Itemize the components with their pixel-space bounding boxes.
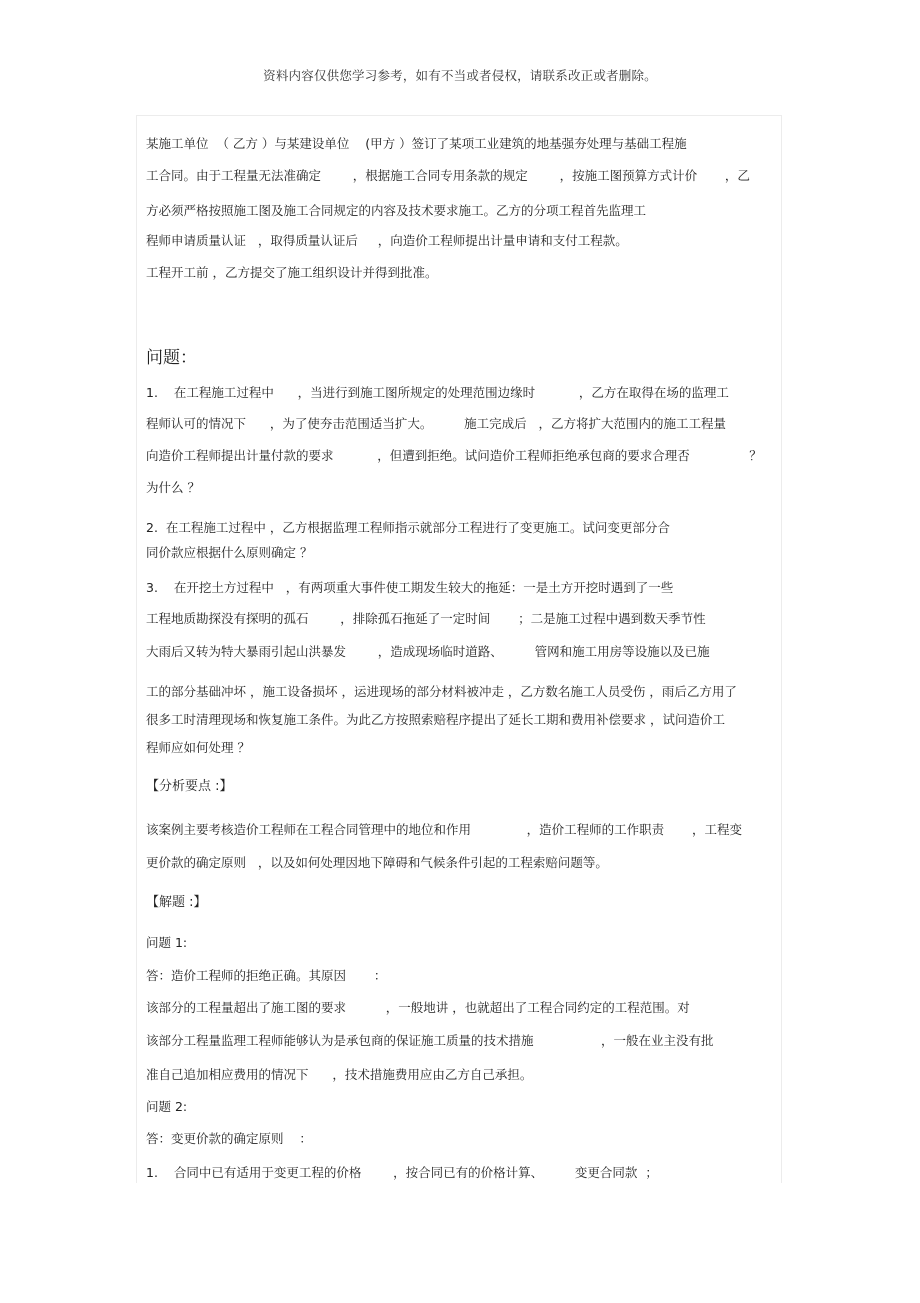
- solution-q2-answer-line: 答：变更价款的确定原则 ：: [146, 1131, 312, 1146]
- question-3-line: 3. 在开挖土方过程中 ，有两项重大事件使工期发生较大的拖延：一是土方开挖时遇到了一些: [146, 580, 674, 595]
- solution-heading: 【解题 :】: [146, 895, 207, 910]
- question-3-line: 大雨后又转为特大暴雨引起山洪暴发 ，造成现场临时道路、 管网和施工用房等设施以及已施: [146, 644, 710, 659]
- intro-line: 工程开工前 ，乙方提交了施工组织设计并得到批准。: [146, 265, 438, 280]
- question-2-line: 2. 在工程施工过程中 ，乙方根据监理工程师指示就部分工程进行了变更施工。试问变更部分合: [146, 520, 670, 535]
- solution-q1-answer-line: 准自己追加相应费用的情况下 ，技术措施费用应由乙方自己承担。: [146, 1067, 533, 1082]
- solution-q2-label: 问题 2:: [146, 1099, 188, 1114]
- solution-q1-answer-line: 该部分的工程量超出了施工图的要求 ，一般地讲 ，也就超出了工程合同约定的工程范围。对: [146, 1000, 690, 1015]
- intro-line: 某施工单位 （ 乙方 ）与某建设单位 (甲方 ）签订了某项工业建筑的地基强夯处理与基础工程施: [146, 136, 687, 151]
- analysis-line: 更价款的确定原则 ，以及如何处理因地下障碍和气候条件引起的工程索赔问题等。: [146, 855, 608, 870]
- question-3-line: 程师应如何处理 ？: [146, 740, 250, 755]
- questions-heading: 问题：: [146, 348, 197, 368]
- watermark-notice: 资料内容仅供您学习参考，如有不当或者侵权，请联系改正或者删除。: [263, 68, 657, 83]
- analysis-line: 该案例主要考核造价工程师在工程合同管理中的地位和作用 ，造价工程师的工作职责 ，工程变: [146, 822, 742, 837]
- question-3-line: 很多工时清理现场和恢复施工条件。为此乙方按照索赔程序提出了延长工期和费用补偿要求 ，试问造价工: [146, 712, 725, 727]
- analysis-heading: 【分析要点 :】: [146, 779, 233, 794]
- question-1-line: 为什么 ？: [146, 480, 200, 495]
- question-1-line: 程师认可的情况下 ，为了使夯击范围适当扩大。 施工完成后 ，乙方将扩大范围内的施工工程量: [146, 416, 727, 431]
- document-page: [136, 115, 782, 1183]
- question-1-line: 1. 在工程施工过程中 ，当进行到施工图所规定的处理范围边缘时 ，乙方在取得在场的监理工: [146, 385, 729, 400]
- solution-q1-answer-line: 该部分工程量监理工程师能够认为是承包商的保证施工质量的技术措施 ，一般在业主没有批: [146, 1033, 714, 1048]
- intro-line: 方必须严格按照施工图及施工合同规定的内容及技术要求施工。乙方的分项工程首先监理工: [146, 203, 647, 218]
- question-1-line: 向造价工程师提出计量付款的要求 ，但遭到拒绝。试问造价工程师拒绝承包商的要求合理否 ？: [146, 448, 762, 463]
- intro-line: 程师申请质量认证 ，取得质量认证后 ，向造价工程师提出计量申请和支付工程款。: [146, 233, 628, 248]
- solution-q2-answer-line: 1. 合同中已有适用于变更工程的价格 ，按合同已有的价格计算、 变更合同款 ；: [146, 1165, 658, 1180]
- solution-q1-answer-line: 答：造价工程师的拒绝正确。其原因 ：: [146, 968, 387, 983]
- solution-q1-label: 问题 1:: [146, 935, 188, 950]
- question-2-line: 同价款应根据什么原则确定 ？: [146, 545, 313, 560]
- intro-line: 工合同。由于工程量无法准确定 ，根据施工合同专用条款的规定 ，按施工图预算方式计价 ，乙: [146, 168, 750, 183]
- question-3-line: 工的部分基础冲坏 ，施工设备损坏 ，运进现场的部分材料被冲走 ，乙方数名施工人员受伤 ，雨后乙方用了: [146, 684, 737, 699]
- question-3-line: 工程地质勘探没有探明的孤石 ，排除孤石拖延了一定时间 ；二是施工过程中遇到数天季节性: [146, 611, 706, 626]
